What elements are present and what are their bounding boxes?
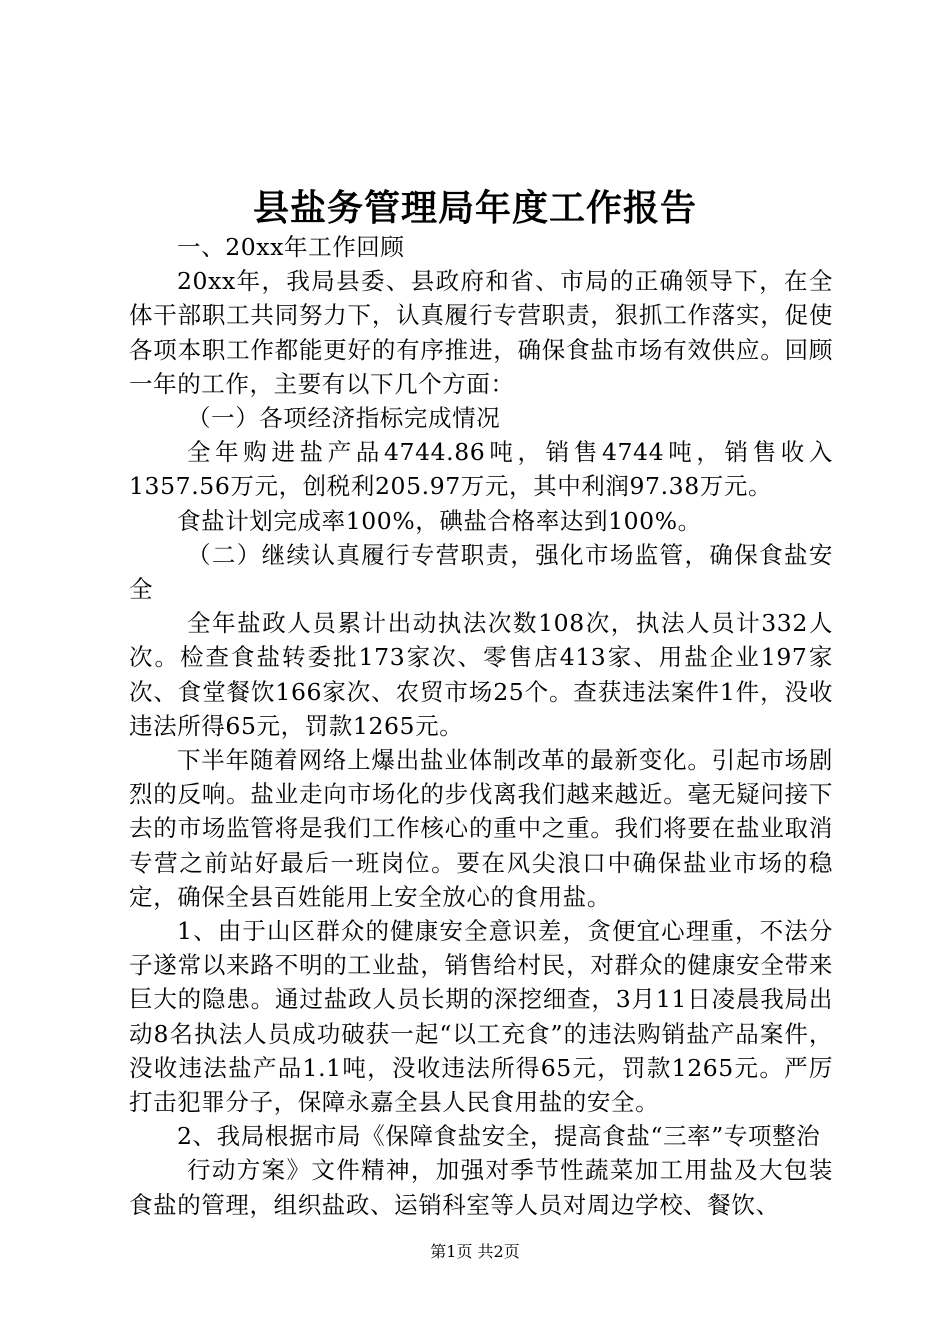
- paragraph: 食盐计划完成率100%，碘盐合格率达到100%。: [177, 506, 702, 535]
- subsection-heading: （一）各项经济指标完成情况: [187, 404, 501, 433]
- section-heading: 一、20xx年工作回顾: [177, 233, 405, 261]
- list-item: 1、由于山区群众的健康安全意识差，贪便宜心理重，不法分子遂常以来路不明的工业盐，销售给村民，对群众的健康安全带来巨大的隐患。通过盐政人员长期的深挖细查，3月11日凌晨我局出动8名执法人员成功破获一起“以工充食”的违法购销盐产品案件，没收违法盐产品1.1吨，没收违法所得65元，罚款1265元。严厉打击犯罪分子，保障永嘉全县人民食用盐的安全。: [129, 917, 833, 1117]
- paragraph: 20xx年，我局县委、县政府和省、市局的正确领导下，在全体干部职工共同努力下，认真履行专营职责，狠抓工作落实，促使各项本职工作都能更好的有序推进，确保食盐市场有效供应。回顾一年的工作，主要有以下几个方面：: [129, 267, 833, 398]
- document-body: [129, 230, 833, 1222]
- paragraph: 全年购进盐产品4744.86吨，销售4744吨，销售收入1357.56万元，创税利205.97万元，其中利润97.38万元。: [129, 438, 833, 501]
- document-title: 县盐务管理局年度工作报告: [252, 187, 697, 229]
- list-item: 2、我局根据市局《保障食盐安全，提高食盐“三率”专项整治: [177, 1122, 821, 1151]
- paragraph: 下半年随着网络上爆出盐业体制改革的最新变化。引起市场剧烈的反响。盐业走向市场化的步伐离我们越来越近。毫无疑问接下去的市场监管将是我们工作核心的重中之重。我们将要在盐业取消专营之前站好最后一班岗位。要在风尖浪口中确保盐业市场的稳定，确保全县百姓能用上安全放心的食用盐。: [129, 746, 833, 911]
- page-footer: 第1页 共2页: [430, 1242, 520, 1261]
- paragraph: 行动方案》文件精神，加强对季节性蔬菜加工用盐及大包装食盐的管理，组织盐政、运销科室等人员对周边学校、餐饮、: [129, 1156, 833, 1219]
- paragraph: 全年盐政人员累计出动执法次数108次，执法人员计332人次。检查食盐转委批173家次、零售店413家、用盐企业197家次、食堂餐饮166家次、农贸市场25个。查获违法案件1件，没收违法所得65元，罚款1265元。: [129, 609, 833, 740]
- subsection-heading: （二）继续认真履行专营职责，强化市场监管，确保食盐安全: [129, 540, 833, 604]
